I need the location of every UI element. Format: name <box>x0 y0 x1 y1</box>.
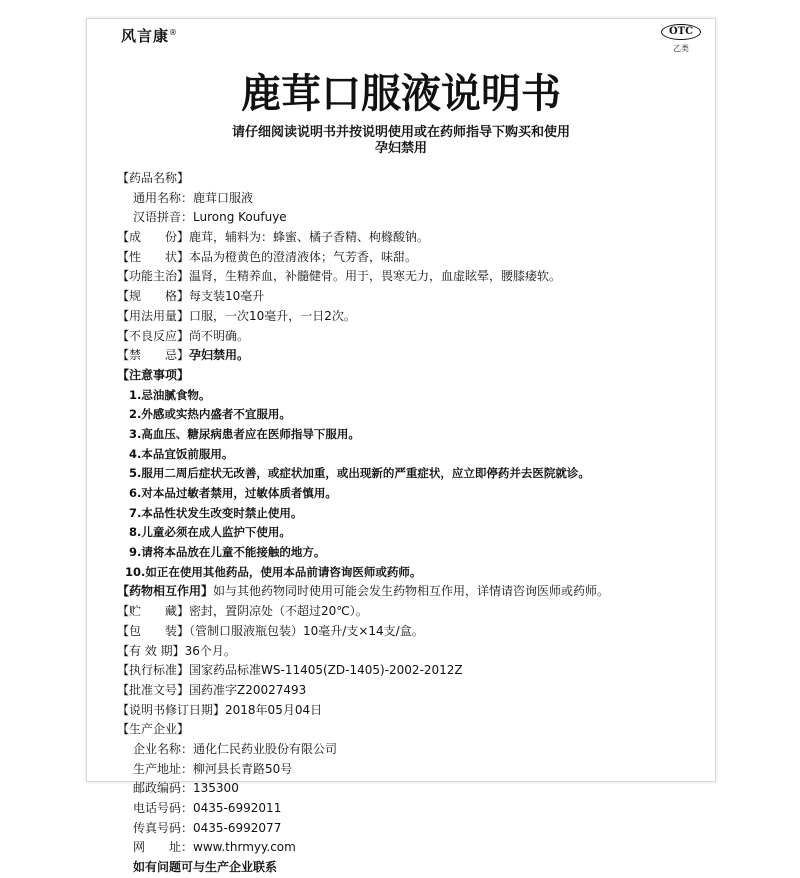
precaution-item: 9.请将本品放在儿童不能接触的地方。 <box>129 545 326 560</box>
precaution-item: 8.儿童必须在成人监护下使用。 <box>129 525 291 540</box>
usage-row <box>117 307 707 327</box>
website-value: www.thrmyy.com <box>193 840 296 855</box>
website-row <box>117 838 707 858</box>
properties-value: 本品为橙黄色的澄清液体；气芳香，味甜。 <box>189 249 418 264</box>
usage-notice <box>87 125 715 157</box>
generic-name-row <box>117 189 707 209</box>
indications-value: 温肾，生精养血，补髓健骨。用于，畏寒无力，血虚眩晕，腰膝痿软。 <box>189 269 562 284</box>
standard-row <box>117 661 707 681</box>
revision-label: 【说明书修订日期】 <box>117 702 226 717</box>
website-label: 网 址： <box>133 840 194 855</box>
standard-value: 国家药品标准WS-11405(ZD-1405)-2002-2012Z <box>189 663 463 678</box>
package-label: 【包 装】 <box>117 623 190 638</box>
validity-value: 36个月。 <box>184 643 236 658</box>
usage-value: 口服，一次10毫升，一日2次。 <box>189 308 356 323</box>
validity-row <box>117 642 707 662</box>
fax-value: 0435-6992077 <box>193 820 282 835</box>
revision-row <box>117 701 707 721</box>
instruction-content <box>117 169 707 878</box>
interaction-value: 如与其他药物同时使用可能会发生药物相互作用，详情请咨询医师或药师。 <box>213 584 610 599</box>
precaution-item: 5.服用二周后症状无改善，或症状加重，或出现新的严重症状，应立即停药并去医院就诊。 <box>129 466 590 481</box>
otc-badge <box>661 24 701 54</box>
otc-label: OTC <box>661 24 701 40</box>
adverse-label: 【不良反应】 <box>117 328 190 343</box>
manufacturer-header: 【生产企业】 <box>117 722 190 737</box>
validity-label: 【有 效 期】 <box>117 643 185 658</box>
otc-class: 乙类 <box>673 44 689 53</box>
instruction-sheet <box>86 18 716 875</box>
precaution-item: 2.外感或实热内盛者不宜服用。 <box>129 407 291 422</box>
approval-row <box>117 681 707 701</box>
storage-value: 密封，置阴凉处（不超过20℃）。 <box>189 604 368 619</box>
page-title: 鹿茸口服液说明书 <box>241 71 561 117</box>
indications-row <box>117 267 707 287</box>
company-row <box>117 740 707 760</box>
generic-name-value: 鹿茸口服液 <box>193 190 254 205</box>
notice-line-1: 请仔细阅读说明书并按说明使用或在药师指导下购买和使用 <box>231 125 570 140</box>
spec-row <box>117 287 707 307</box>
ingredients-label: 【成 份】 <box>117 230 190 245</box>
adverse-value: 尚不明确。 <box>189 328 250 343</box>
usage-label: 【用法用量】 <box>117 308 190 323</box>
storage-row <box>117 602 707 622</box>
indications-label: 【功能主治】 <box>117 269 190 284</box>
postcode-row <box>117 779 707 799</box>
storage-label: 【贮 藏】 <box>117 604 190 619</box>
precaution-item: 4.本品宜饭前服用。 <box>129 446 234 461</box>
ingredients-value: 鹿茸，辅料为：蜂蜜、橘子香精、枸橼酸钠。 <box>189 230 430 245</box>
pinyin-row <box>117 208 707 228</box>
phone-row <box>117 799 707 819</box>
address-row <box>117 760 707 780</box>
precautions-header: 【注意事项】 <box>117 367 190 382</box>
properties-row <box>117 248 707 268</box>
package-value: （管制口服液瓶包装）10毫升/支×14支/盒。 <box>189 623 424 638</box>
standard-label: 【执行标准】 <box>117 663 190 678</box>
company-value: 通化仁民药业股份有限公司 <box>193 741 338 756</box>
spec-label: 【规 格】 <box>117 289 190 304</box>
brand-logo: 风言康® <box>121 27 179 45</box>
pinyin-value: Lurong Koufuye <box>193 210 287 225</box>
properties-label: 【性 状】 <box>117 249 190 264</box>
address-value: 柳河县长青路50号 <box>193 761 293 776</box>
notice-line-2: 孕妇禁用 <box>374 141 427 156</box>
precaution-item: 7.本品性状发生改变时禁止使用。 <box>129 505 303 520</box>
contra-value: 孕妇禁用。 <box>189 348 250 363</box>
adverse-row <box>117 327 707 347</box>
phone-label: 电话号码： <box>133 801 194 815</box>
revision-value: 2018年05月04日 <box>225 702 323 717</box>
approval-value: 国药准字Z20027493 <box>189 682 307 697</box>
postcode-label: 邮政编码： <box>133 781 194 796</box>
pinyin-label: 汉语拼音： <box>133 210 194 225</box>
contra-row <box>117 346 707 366</box>
interaction-label: 【药物相互作用】 <box>117 584 214 599</box>
approval-label: 【批准文号】 <box>117 682 190 697</box>
ingredients-row <box>117 228 707 248</box>
fax-label: 传真号码： <box>133 820 194 835</box>
precaution-item: 3.高血压、糖尿病患者应在医师指导下服用。 <box>129 426 360 441</box>
spec-value: 每支装10毫升 <box>189 289 265 304</box>
postcode-value: 135300 <box>193 781 239 796</box>
precaution-item: 1.忌油腻食物。 <box>129 387 211 402</box>
fax-row <box>117 819 707 839</box>
drug-name-header: 【药品名称】 <box>117 171 190 185</box>
address-label: 生产地址： <box>133 761 194 776</box>
company-label: 企业名称： <box>133 741 194 756</box>
contra-label: 【禁 忌】 <box>117 348 190 363</box>
package-row <box>117 622 707 642</box>
precaution-item: 6.对本品过敏者禁用，过敏体质者慎用。 <box>129 486 337 500</box>
precaution-item: 10.如正在使用其他药品，使用本品前请咨询医师或药师。 <box>125 564 422 579</box>
interaction-row <box>117 582 707 602</box>
phone-value: 0435-6992011 <box>193 801 282 815</box>
contact-note: 如有问题可与生产企业联系 <box>133 860 278 875</box>
generic-name-label: 通用名称： <box>133 190 194 205</box>
